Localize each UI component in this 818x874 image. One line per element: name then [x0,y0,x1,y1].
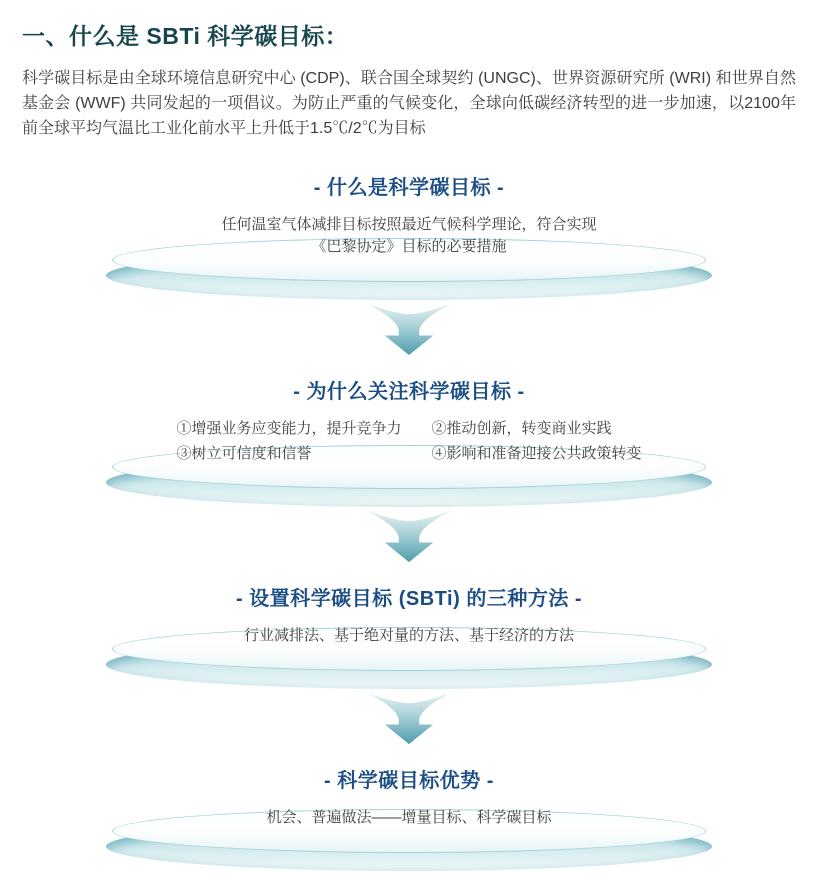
flow-step-what-is-sbt [0,171,818,356]
step-body [0,807,818,829]
step-list-item: ②推动创新，转变商业实践 [431,420,612,437]
down-arrow-icon [361,509,457,563]
flow-step-three-methods [0,582,818,745]
step-body [0,418,818,465]
sbti-flow-diagram [0,171,818,871]
step-body-line: 行业减排法、基于绝对量的方法、基于经济的方法 [243,627,574,644]
step-list-item: ④影响和准备迎接公共政策转变 [431,445,642,462]
flow-step-advantages [0,764,818,871]
step-body-line: 任何温室气体减排目标按照最近气候科学理论，符合实现 [221,216,597,233]
step-title: - 什么是科学碳目标 - [313,177,505,199]
flow-step-why-care [0,375,818,563]
step-title: - 设置科学碳目标 (SBTi) 的三种方法 - [235,588,583,610]
down-arrow-icon [361,691,457,745]
step-body [0,625,818,647]
down-arrow-icon [361,302,457,356]
step-body-line: 《巴黎协定》目标的必要措施 [311,238,507,255]
intro-paragraph: 科学碳目标是由全球环境信息研究中心 (CDP)、联合国全球契约 (UNGC)、世界资源研究所 (WRI) 和世界自然基金会 (WWF) 共同发起的一项倡议。为防止严重的气候变化，全球向低碳经济转型的进一步加速，以2100年前全球平均气温比工业化前水平上升低于1.5℃/2℃为目标 [22,70,796,137]
step-list-item: ①增强业务应变能力，提升竞争力 [176,420,402,437]
step-list-item: ③树立可信度和信誉 [176,445,312,462]
step-body-line: 机会、普遍做法——增量目标、科学碳目标 [266,809,552,826]
page-title: 一、什么是 SBTi 科学碳目标： [22,23,349,49]
step-title: - 科学碳目标优势 - [324,770,494,792]
step-title: - 为什么关注科学碳目标 - [293,381,525,403]
page [0,18,818,874]
step-body [0,214,818,258]
